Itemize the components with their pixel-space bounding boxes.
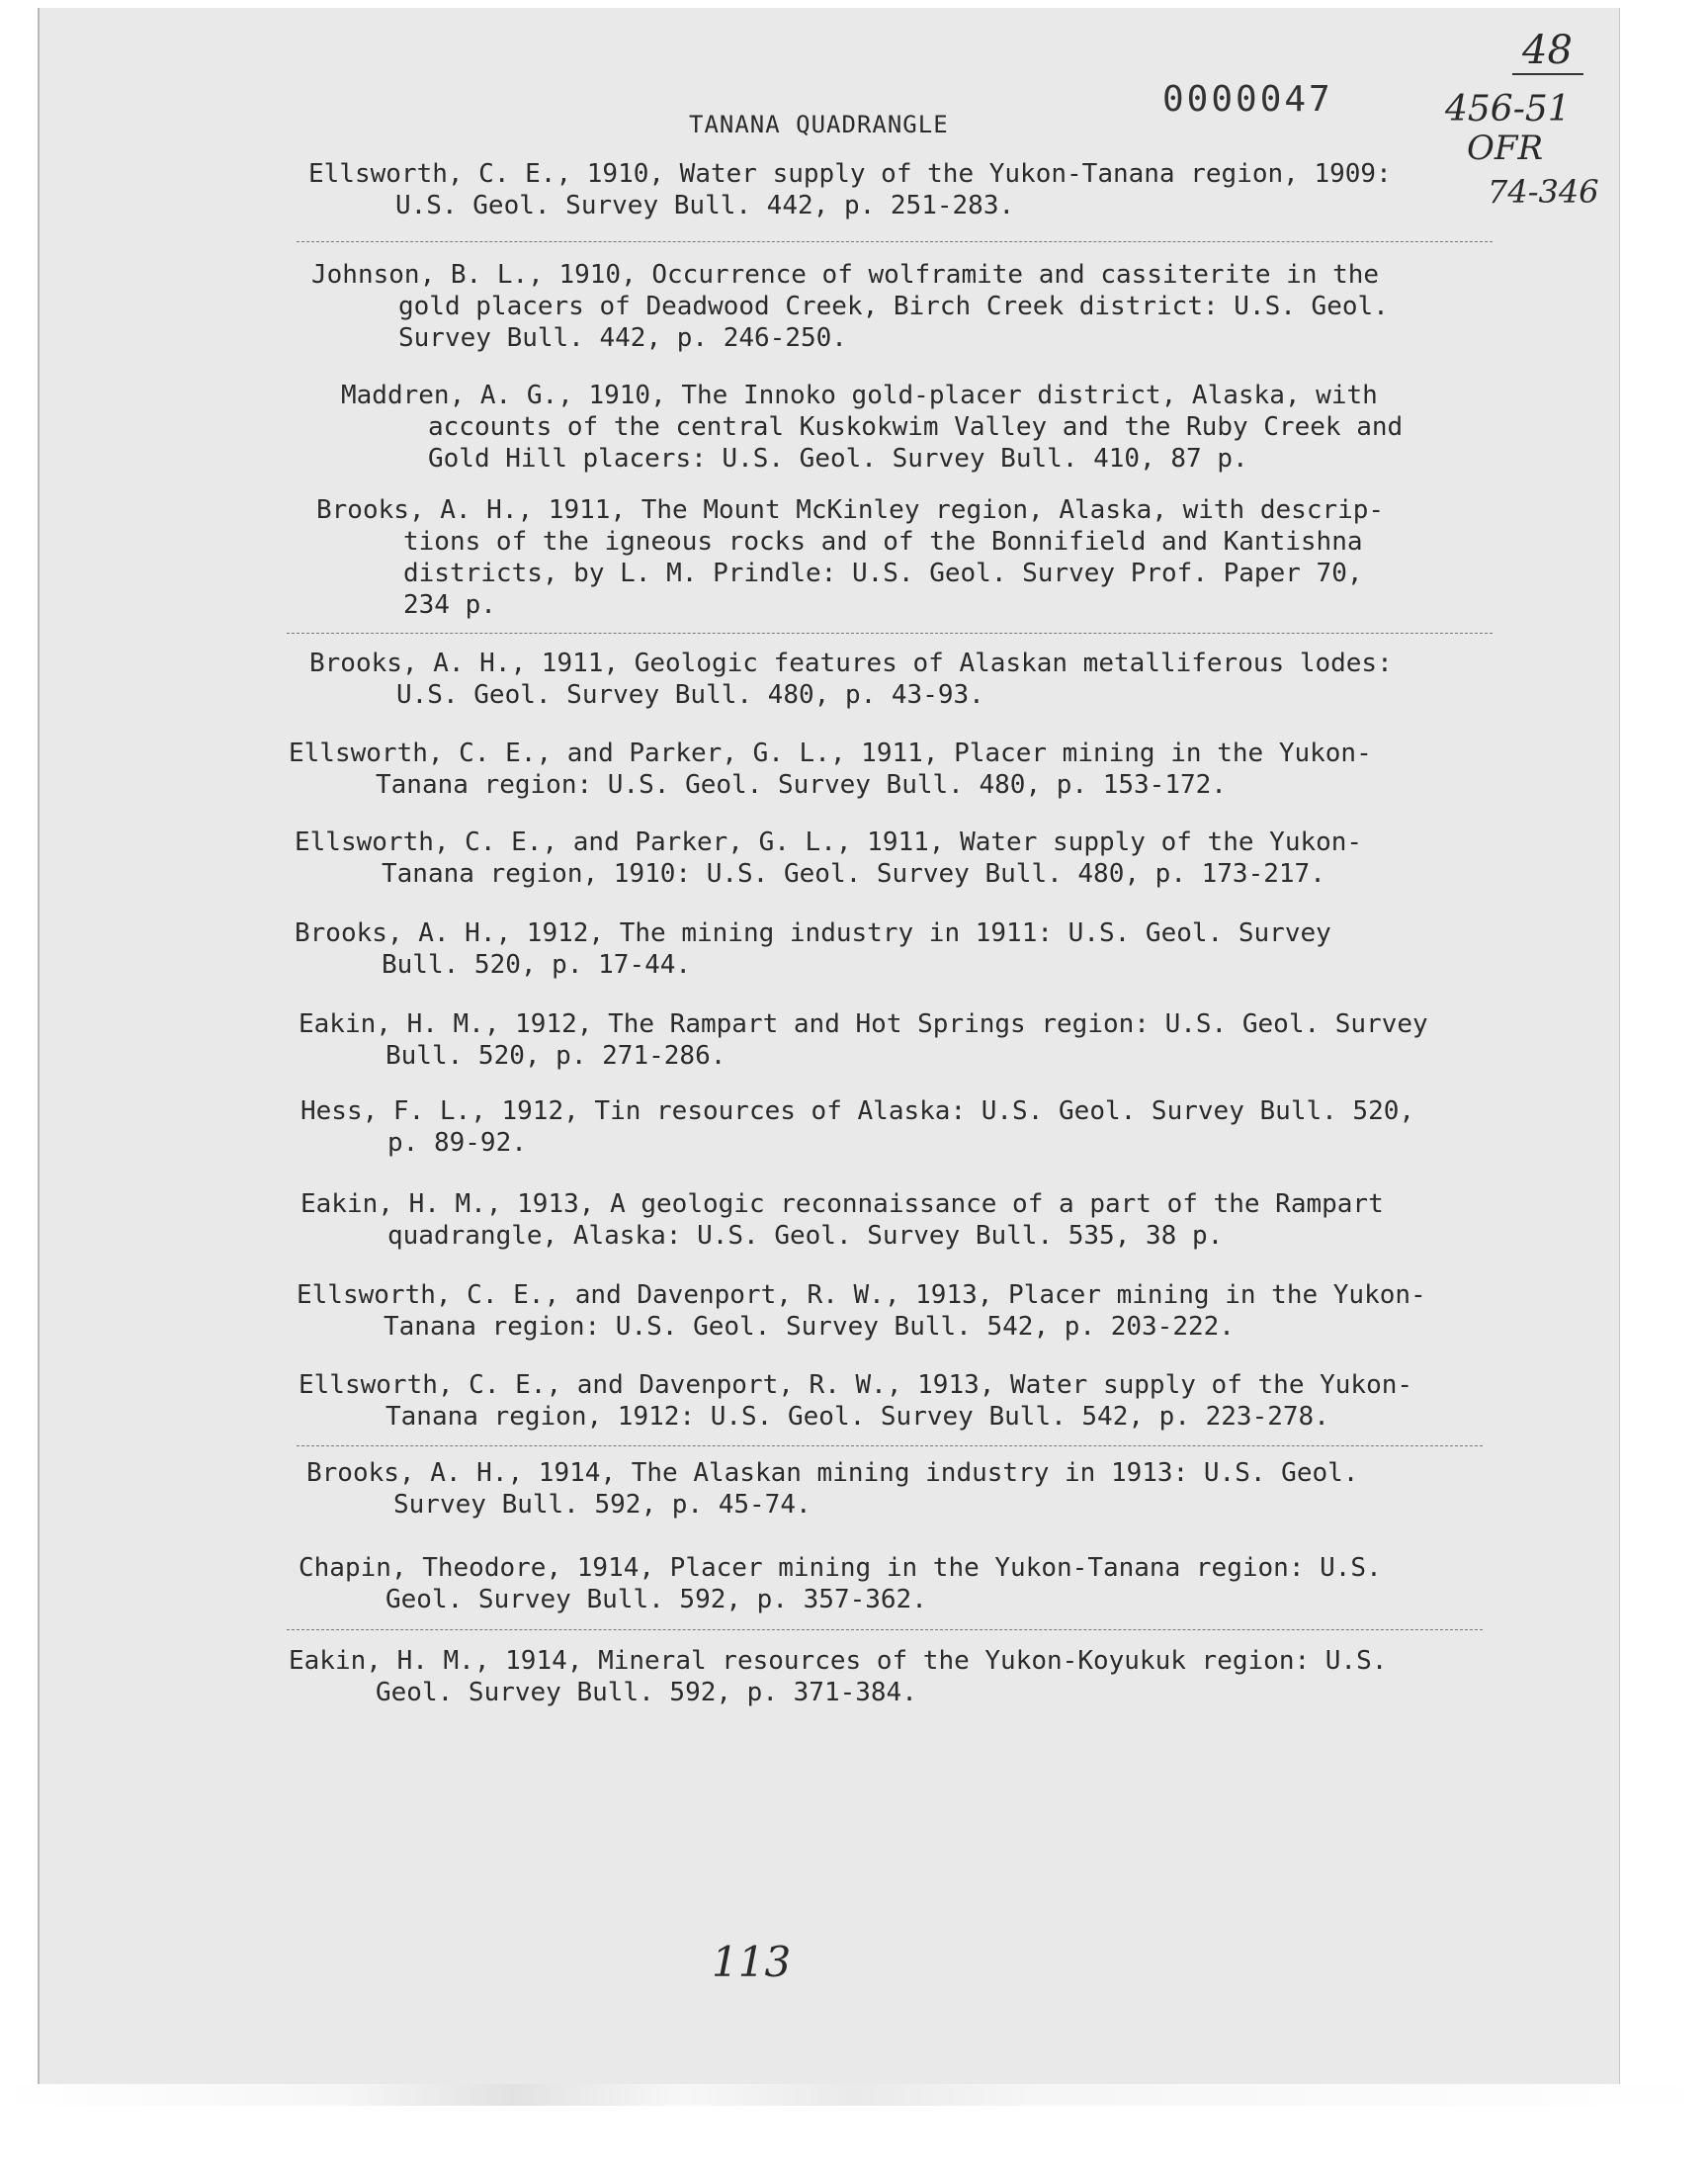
reference-line: Tanana region, 1912: U.S. Geol. Survey Bull. 542, p. 223-278. [385,1402,1329,1432]
reference-entry [311,259,1389,354]
reference-line: Gold Hill placers: U.S. Geol. Survey Bull. 410, 87 p. [428,444,1248,474]
reference-line: Ellsworth, C. E., and Parker, G. L., 1911, Placer mining in the Yukon- [289,739,1372,768]
handwritten-page-number: 113 [712,1938,792,1986]
reference-line: Survey Bull. 442, p. 246-250. [398,323,847,353]
handwritten-underline [1512,73,1583,75]
reference-line: quadrangle, Alaska: U.S. Geol. Survey Bull. 535, 38 p. [387,1221,1224,1251]
reference-entry [289,1645,1387,1708]
divider [287,1629,1483,1631]
reference-line: Brooks, A. H., 1912, The mining industry in 1911: U.S. Geol. Survey [295,918,1331,948]
reference-entry [309,648,1393,711]
reference-entry [299,1552,1382,1615]
reference-line: Geol. Survey Bull. 592, p. 371-384. [376,1678,917,1707]
reference-entry [308,158,1392,221]
reference-line: Brooks, A. H., 1911, Geologic features of Alaskan metalliferous lodes: [309,649,1393,678]
reference-line: U.S. Geol. Survey Bull. 480, p. 43-93. [396,680,984,710]
handwritten-code: 456-51 [1445,89,1571,130]
handwritten-ofr: OFR [1467,129,1544,168]
reference-line: districts, by L. M. Prindle: U.S. Geol. Survey Prof. Paper 70, [403,559,1363,588]
reference-line: Brooks, A. H., 1914, The Alaskan mining industry in 1913: U.S. Geol. [306,1458,1359,1488]
reference-line: Brooks, A. H., 1911, The Mount McKinley region, Alaska, with descrip- [316,495,1385,525]
divider [297,1445,1483,1447]
reference-entry [295,826,1362,890]
reference-line: accounts of the central Kuskokwim Valley and the Ruby Creek and [428,412,1404,442]
reference-line: gold placers of Deadwood Creek, Birch Creek district: U.S. Geol. [398,292,1389,321]
handwritten-number: 48 [1522,28,1573,73]
reference-line: Bull. 520, p. 271-286. [385,1041,726,1071]
reference-line: Chapin, Theodore, 1914, Placer mining in the Yukon-Tanana region: U.S. [299,1553,1382,1583]
reference-line: p. 89-92. [387,1128,527,1158]
document-number: 0000047 [1162,79,1333,120]
reference-line: Eakin, H. M., 1914, Mineral resources of the Yukon-Koyukuk region: U.S. [289,1646,1388,1676]
reference-line: Eakin, H. M., 1912, The Rampart and Hot Springs region: U.S. Geol. Survey [299,1009,1428,1039]
handwritten-report-number: 74-346 [1488,173,1599,211]
reference-line: Ellsworth, C. E., and Davenport, R. W., 1913, Water supply of the Yukon- [299,1370,1413,1400]
reference-line: Ellsworth, C. E., and Parker, G. L., 1911, Water supply of the Yukon- [295,827,1363,857]
scan-edge-strip [0,2084,1708,2106]
page-title: TANANA QUADRANGLE [689,111,949,138]
reference-line: Tanana region: U.S. Geol. Survey Bull. 542, p. 203-222. [384,1312,1235,1342]
reference-line: Eakin, H. M., 1913, A geologic reconnaissance of a part of the Rampart [300,1189,1384,1219]
reference-line: Ellsworth, C. E., and Davenport, R. W., 1913, Placer mining in the Yukon- [297,1280,1426,1310]
reference-line: Ellsworth, C. E., 1910, Water supply of the Yukon-Tanana region, 1909: [308,159,1392,189]
reference-entry [300,1095,1414,1159]
reference-line: tions of the igneous rocks and of the Bonnifield and Kantishna [403,527,1363,557]
reference-line: U.S. Geol. Survey Bull. 442, p. 251-283. [395,191,1015,220]
reference-entry [295,917,1331,981]
reference-line: Johnson, B. L., 1910, Occurrence of wolframite and cassiterite in the [311,260,1380,290]
reference-entry [289,738,1372,801]
reference-entry [299,1008,1428,1072]
divider [297,241,1493,243]
reference-line: Tanana region, 1910: U.S. Geol. Survey Bull. 480, p. 173-217. [382,859,1325,889]
reference-entry [297,1279,1426,1343]
reference-line: Bull. 520, p. 17-44. [382,950,692,980]
reference-entry [341,380,1403,475]
reference-entry [316,494,1384,621]
reference-line: Survey Bull. 592, p. 45-74. [393,1490,811,1520]
reference-line: Maddren, A. G., 1910, The Innoko gold-placer district, Alaska, with [341,381,1378,410]
reference-line: Geol. Survey Bull. 592, p. 357-362. [385,1585,927,1614]
reference-line: Hess, F. L., 1912, Tin resources of Alaska: U.S. Geol. Survey Bull. 520, [300,1096,1415,1126]
reference-line: Tanana region: U.S. Geol. Survey Bull. 480, p. 153-172. [376,770,1227,800]
reference-entry [299,1369,1412,1433]
divider [287,633,1493,635]
reference-entry [300,1188,1384,1252]
reference-entry [306,1457,1358,1521]
reference-line: 234 p. [403,590,496,620]
